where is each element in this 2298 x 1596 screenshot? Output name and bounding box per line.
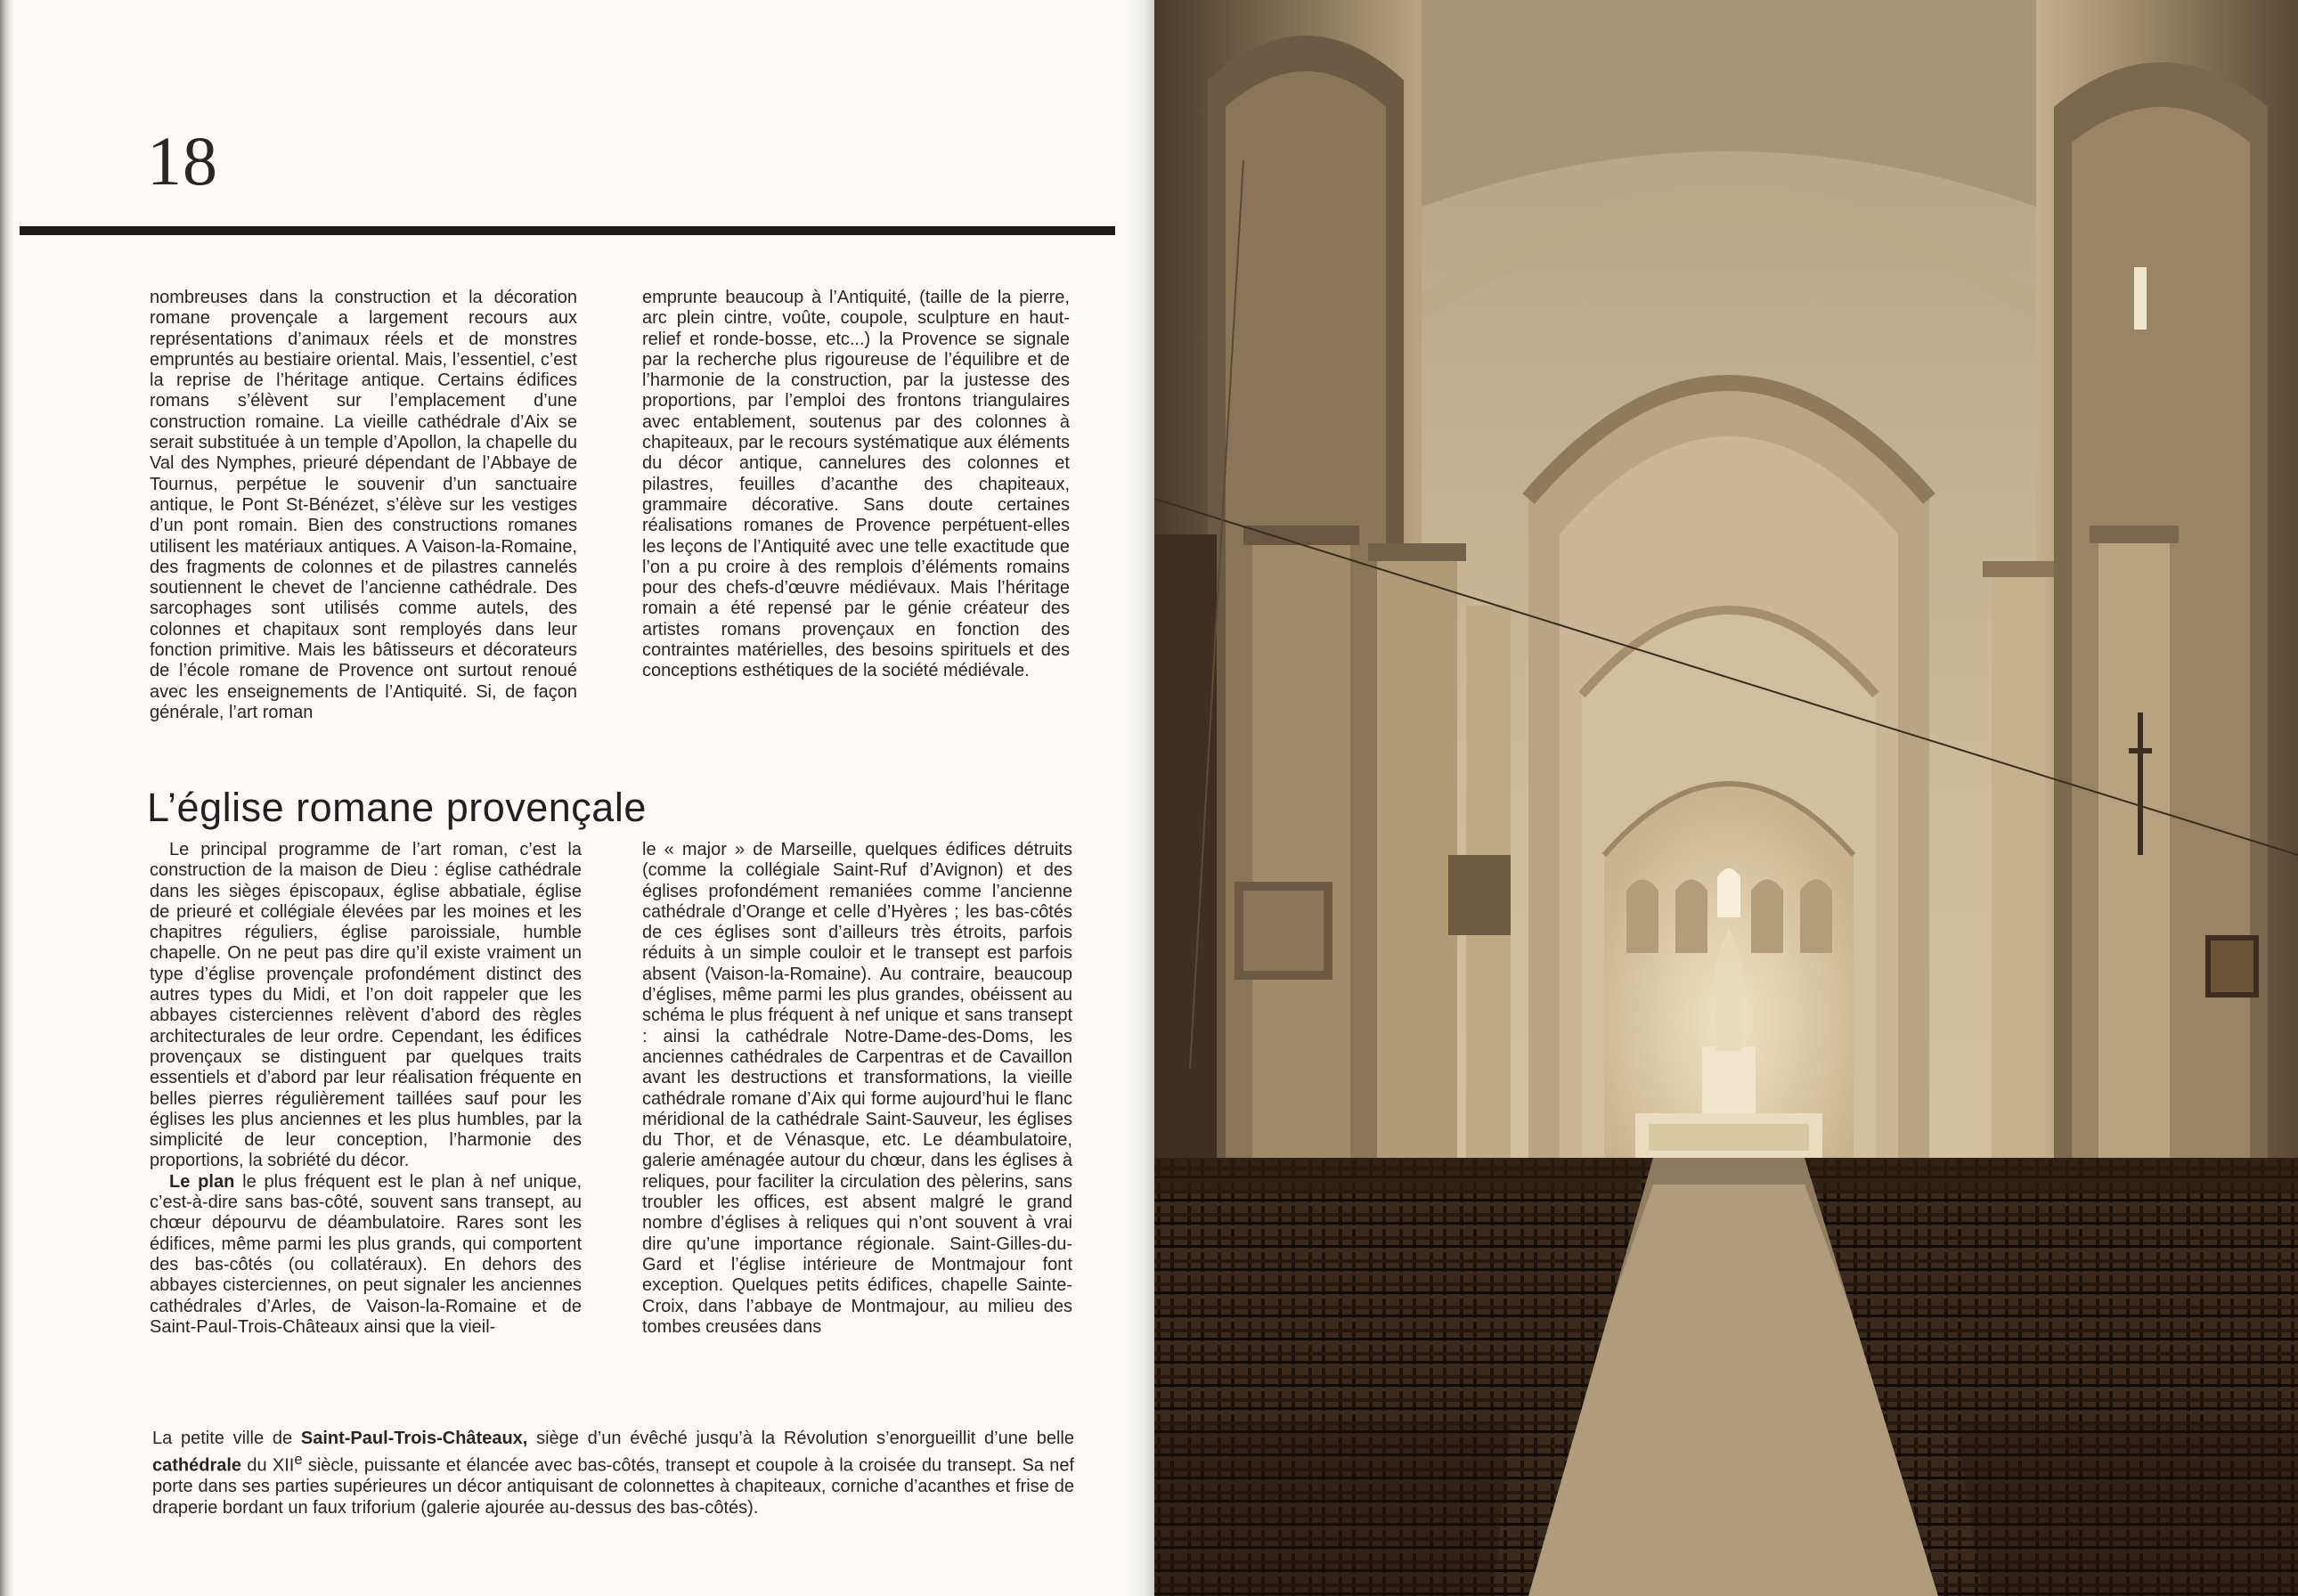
caption-text-1: La petite ville de — [152, 1429, 301, 1448]
section-heading: L’église romane provençale — [147, 785, 647, 830]
caption-superscript: e — [294, 1451, 303, 1469]
section-column-1 — [150, 840, 582, 1338]
intro-paragraph-2: emprunte beaucoup à l’Antiquité, (taille de la pierre, arc plein cintre, voûte, coupole, sculpture en haut-relief et ronde-bosse, etc...) la Provence se signale par la recherche plus rigoureuse de l’équilibre et de l’harmonie de la construction, par la justesse des proportions, par l’emploi des frontons triangulaires avec entablement, soutenus par des colonnes à chapiteaux, par le recours systématique aux éléments du décor antique, cannelures des colonnes et pilastres, feuilles d’acanthe des chapiteaux, grammaire décorative. Sans doute certaines réalisations romanes de Provence perpétuent-elles les leçons de l’Antiquité avec une telle exactitude que l’on a pu croire à des remplois d’éléments romains pour des chefs-d’œuvre médiévaux. Mais l’héritage romain a été repensé par le génie créateur des artistes romans provençaux en fonction des contraintes matérielles, des besoins spirituels et des conceptions esthétiques de la société médiévale. — [642, 288, 1070, 681]
intro-column-2 — [642, 288, 1070, 682]
cathedral-photo — [1154, 0, 2298, 1596]
caption-text-2: siège d’un évêché jusqu’à la Révolution s’enorgueillit d’une belle — [527, 1429, 1074, 1448]
section-paragraph-1: Le principal programme de l’art roman, c’est la construction de la maison de Dieu : église cathédrale dans les sièges épiscopaux, église abbatiale, église de prieuré et collégiale élevées par les moines et les chapitres réguliers, église paroissiale, humble chapelle. On ne peut pas dire qu’il existe vraiment un type d’église provençale profondément distinct des autres types du Midi, et l’on doit rappeler que les abbayes cisterciennes relèvent d’abord des règles architecturales de leur ordre. Cependant, les édifices provençaux se distinguent par quelques traits essentiels et d’abord par leur réalisation fréquente en belles pierres régulièrement taillées sauf pour les églises les plus anciennes et les plus humbles, par la simplicité de leur conception, l’harmonie des proportions, la sobriété du décor. — [150, 840, 582, 1171]
header-rule — [20, 226, 1115, 235]
section-column-2 — [642, 840, 1072, 1338]
caption-bold-place: Saint-Paul-Trois-Châteaux, — [300, 1429, 528, 1448]
plan-text: le plus fréquent est le plan à nef unique, c’est-à-dire sans bas-côté, souvent sans transept, au chœur dépourvu de déambulatoire. Rares sont les édifices, même parmi les plus grands, qui comportent des bas-côtés (ou collatéraux). En dehors des abbayes cisterciennes, on peut signaler les anciennes cathédrales d’Arles, de Vaison-la-Romaine et de Saint-Paul-Trois-Châteaux ainsi que la vieil- — [150, 1171, 582, 1337]
book-gutter-shadow — [1124, 0, 1154, 1596]
photo-caption — [152, 1429, 1074, 1519]
caption-bold-cathedral: cathédrale — [152, 1455, 242, 1476]
intro-column-1 — [150, 288, 577, 723]
page-number: 18 — [147, 122, 218, 200]
caption-text-4: siècle, puissante et élancée avec bas-côtés, transept et coupole à la croisée du transept. Sa nef porte dans ses parties supérieures un décor antiquisant de colonnettes à chapiteaux, corniche d’acanthes et frise de draperie bordant un faux triforium (galerie ajourée au-dessus des bas-côtés). — [152, 1455, 1074, 1518]
section-paragraph-2 — [150, 1172, 582, 1338]
page-edge-shadow — [0, 0, 14, 1596]
section-paragraph-3: le « major » de Marseille, quelques édifices détruits (comme la collégiale Saint-Ruf d’Avignon) et des églises profondément remaniées comme l’ancienne cathédrale d’Orange et celle d’Hyères ; les bas-côtés de ces églises sont d’ailleurs très étroits, parfois réduits à un simple couloir et le transept est parfois absent (Vaison-la-Romaine). Au contraire, beaucoup d’églises, même parmi les plus grandes, obéissent au schéma le plus fréquent à nef unique et sans transept : ainsi la cathédrale Notre-Dame-des-Doms, les anciennes cathédrales de Carpentras et de Cavaillon avant les destructions et transformations, la vieille cathédrale romane d’Aix qui forme aujourd’hui le flanc méridional de la cathédrale Saint-Sauveur, les églises du Thor, et de Vénasque, etc. Le déambulatoire, galerie aménagée autour du chœur, dans les églises à reliques, pour faciliter la circulation des pèlerins, sans troubler les offices, est absent malgré le grand nombre d’églises à reliques qui n’ont souvent à vrai dire qu’une importance régionale. Saint-Gilles-du-Gard et l’église intérieure de Montmajour font exception. Quelques petits édifices, chapelle Sainte-Croix, dans l’abbaye de Montmajour, au milieu des tombes creusées dans — [642, 840, 1072, 1337]
caption-text-3: du XII — [241, 1455, 295, 1476]
cathedral-nave-illustration — [1154, 0, 2298, 1596]
plan-term: Le plan — [169, 1171, 235, 1192]
intro-paragraph-1: nombreuses dans la construction et la décoration romane provençale a largement recours aux représentations d’animaux réels et de monstres empruntés au bestiaire oriental. Mais, l’essentiel, c’est la reprise de l’héritage antique. Certains édifices romans s’élèvent sur l’emplacement d’une construction romaine. La vieille cathédrale d’Aix se serait substituée à un temple d’Apollon, la chapelle du Val des Nymphes, prieuré dépendant de l’Abbaye de Tournus, perpétue le souvenir d’un sanctuaire antique, le Pont St-Bénézet, s’élève sur les vestiges d’un pont romain. Bien des constructions romanes utilisent les matériaux antiques. A Vaison-la-Romaine, des fragments de colonnes et de pilastres cannelés soutiennent le chevet de l’ancienne cathédrale. Des sarcophages sont utilisés comme autels, des colonnes et chapitaux sont remployés dans leur fonction primitive. Mais les bâtisseurs et décorateurs de l’école romane de Provence ont surtout renoué avec les enseignements de l’Antiquité. Si, de façon générale, l’art roman — [150, 288, 577, 722]
